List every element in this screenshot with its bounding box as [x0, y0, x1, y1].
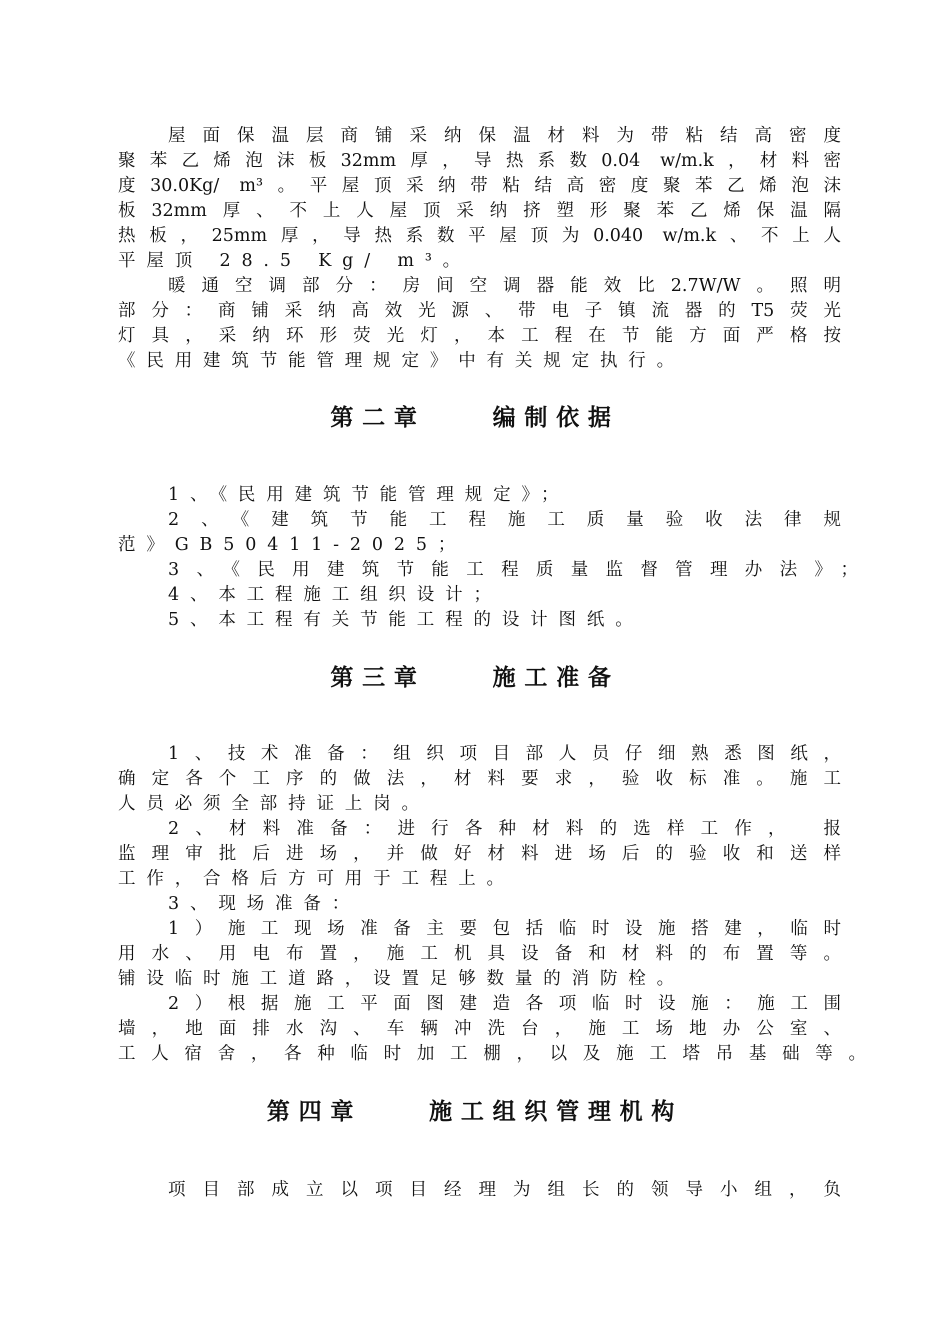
- paragraph-line: 项目部成立以项目经理为组长的领导小组，负: [168, 1180, 841, 1200]
- list-item: 4、本工程施工组织设计；: [168, 585, 502, 605]
- paragraph-line: 工人宿舍，各种临时加工棚，以及施工塔吊基础等。: [118, 1044, 866, 1064]
- chapter-title: 第二章 编制依据: [330, 405, 620, 431]
- paragraph-line: 2、材料准备：进行各种材料的选样工作， 报: [168, 819, 841, 839]
- paragraph-line: 2）根据施工平面图建造各项临时设施：施工围: [168, 994, 841, 1014]
- paragraph-line: 铺设临时施工道路，设置足够数量的消防栓。: [118, 969, 685, 989]
- list-item: 2、《建筑节能工程施工质量验收法律规: [168, 510, 841, 530]
- paragraph-line: 部分：商铺采纳高效光源、带电子镇流器的T5荧光: [118, 301, 841, 321]
- paragraph-line: 用水、用电布置，施工机具设备和材料的布置等。: [118, 944, 841, 964]
- list-item: 5、本工程有关节能工程的设计图纸。: [168, 610, 644, 630]
- paragraph-line: 暖通空调部分：房间空调器能效比2.7W/W。照明: [168, 276, 841, 296]
- paragraph-line: 《民用建筑节能管理规定》中有关规定执行。: [118, 351, 685, 371]
- list-item: 1、《民用建筑节能管理规定》；: [168, 485, 570, 505]
- paragraph-line: 监理审批后进场，并做好材料进场后的验收和送样: [118, 844, 841, 864]
- list-item: 3、《民用建筑节能工程质量监督管理办法》；: [168, 560, 858, 580]
- paragraph-line: 板32mm厚、不上人屋顶采纳挤塑形聚苯乙烯保温隔: [118, 201, 841, 221]
- paragraph-line: 1、技术准备：组织项目部人员仔细熟悉图纸，: [168, 744, 841, 764]
- list-item: 范》GB50411-2025；: [118, 535, 467, 555]
- paragraph-line: 平屋顶 28.5 Kg/ m³。: [118, 251, 472, 271]
- paragraph-line: 3、现场准备：: [168, 894, 361, 914]
- paragraph-line: 屋面保温层商铺采纳保温材料为带粘结高密度: [168, 126, 841, 146]
- paragraph-line: 灯具，采纳环形荧光灯，本工程在节能方面严格按: [118, 326, 841, 346]
- paragraph-line: 1）施工现场准备主要包括临时设施搭建，临时: [168, 919, 841, 939]
- paragraph-line: 度30.0Kg/ m³。平屋顶采纳带粘结高密度聚苯乙烯泡沫: [118, 176, 841, 196]
- chapter-title: 第四章 施工组织管理机构: [266, 1099, 684, 1125]
- paragraph-line: 确定各个工序的做法，材料要求，验收标准。施工: [118, 769, 841, 789]
- chapter-title: 第三章 施工准备: [330, 665, 620, 691]
- paragraph-line: 人员必须全部持证上岗。: [118, 794, 430, 814]
- paragraph-line: 热板，25mm厚，导热系数平屋顶为0.040 w/m.k、不上人: [118, 226, 841, 246]
- paragraph-line: 聚苯乙烯泡沫板32mm厚，导热系数0.04 w/m.k，材料密: [118, 151, 841, 171]
- paragraph-line: 工作，合格后方可用于工程上。: [118, 869, 515, 889]
- paragraph-line: 墙，地面排水沟、车辆冲洗台，施工场地办公室、: [118, 1019, 841, 1039]
